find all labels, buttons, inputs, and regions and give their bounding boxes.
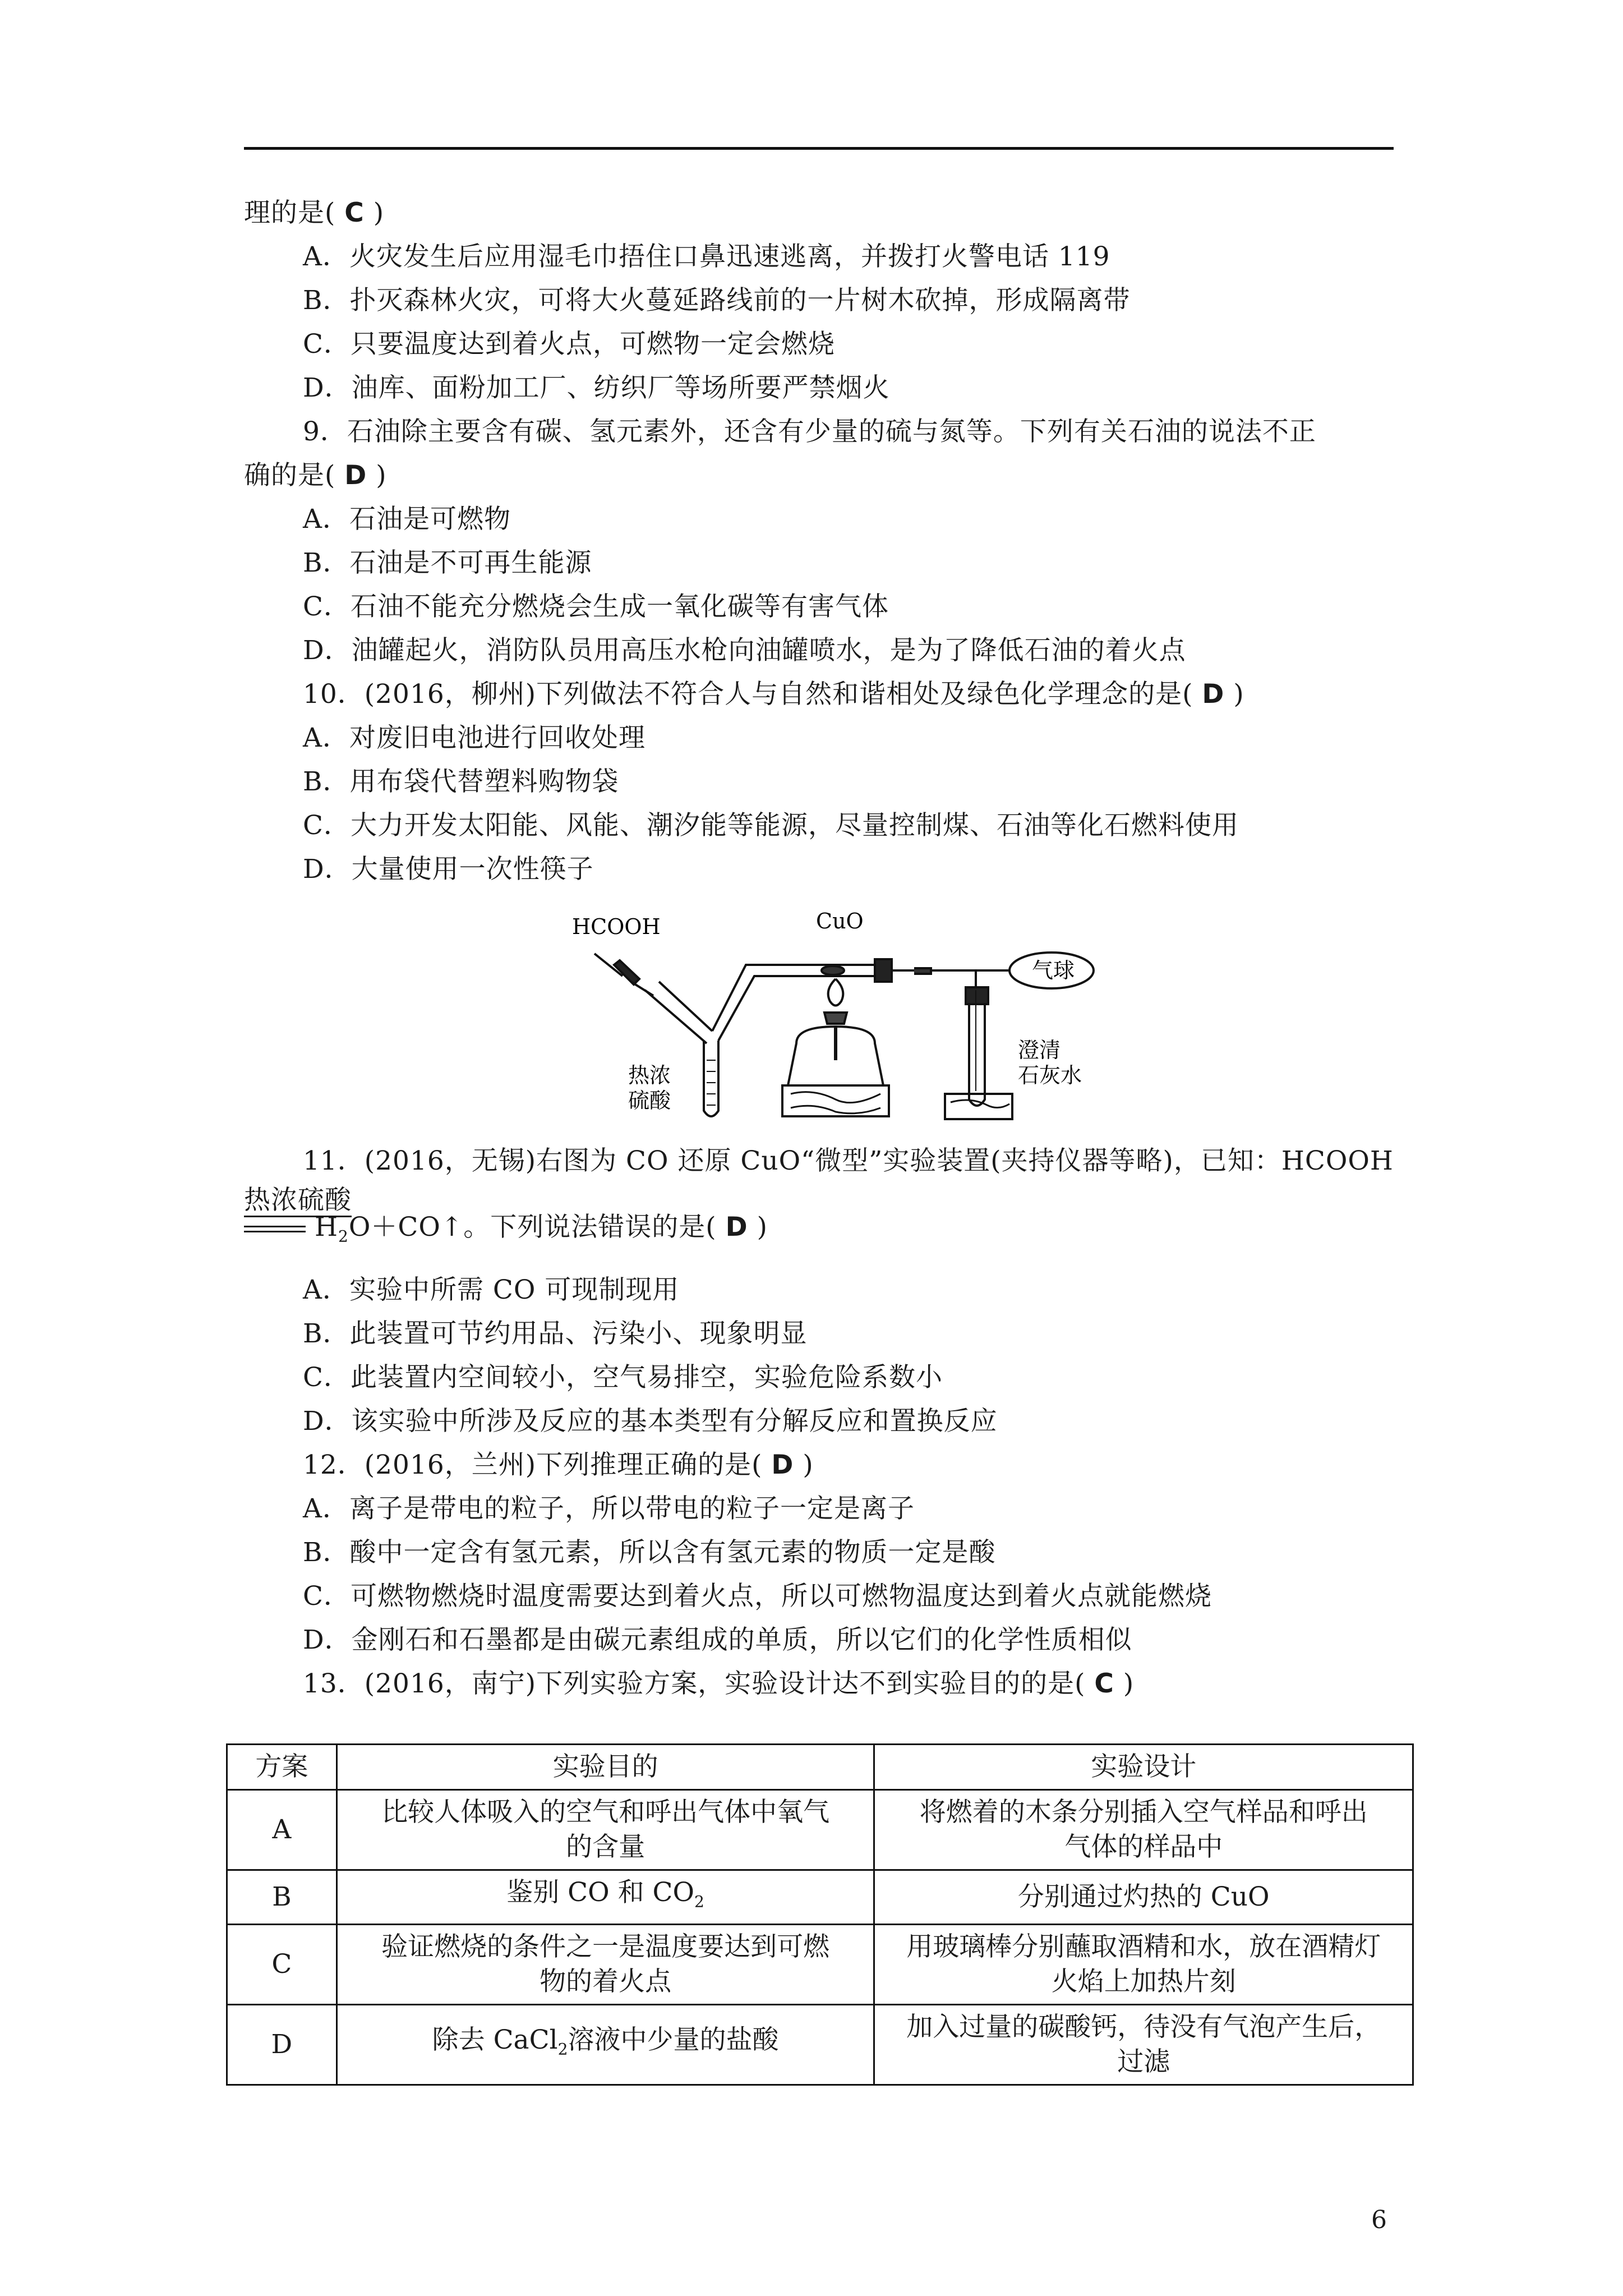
q11-option-a: A．实验中所需 CO 可现制现用: [303, 1274, 680, 1305]
q13-stem: 13．(2016，南宁)下列实验方案，实验设计达不到实验目的的是( C ): [303, 1668, 1135, 1699]
page-number: 6: [1371, 2206, 1387, 2234]
experiment-table: [226, 1743, 1414, 2086]
q10-option-d: D．大量使用一次性筷子: [303, 854, 594, 885]
table-cell-purpose: 鉴别 CO 和 $CO_2$: [336, 1870, 874, 1925]
figure-label-lime-2: 石灰水: [1018, 1063, 1082, 1088]
q9-option-a: A．石油是可燃物: [303, 504, 511, 535]
q13-answer: C: [1094, 1668, 1114, 1699]
q9-option-b: B．石油是不可再生能源: [303, 547, 592, 578]
q11-option-d: D．该实验中所涉及反应的基本类型有分解反应和置换反应: [303, 1406, 998, 1437]
q9-stem-line1: 9．石油除主要含有碳、氢元素外，还含有少量的硫与氮等。下列有关石油的说法不正: [303, 416, 1316, 447]
q9-option-c: C．石油不能充分燃烧会生成一氧化碳等有害气体: [303, 591, 889, 622]
figure-label-cuo: CuO: [816, 909, 864, 933]
table-cell-purpose: 比较人体吸入的空气和呼出气体中氧气 的含量: [336, 1790, 874, 1870]
table-cell-plan: C: [227, 1925, 337, 2005]
q11-answer: D: [725, 1212, 748, 1243]
co-reduction-apparatus-figure: [561, 892, 1122, 1128]
header-rule: [244, 147, 1394, 150]
q9-option-d: D．油罐起火，消防队员用高压水枪向油罐喷水，是为了降低石油的着火点: [303, 635, 1186, 666]
q8-option-b: B．扑灭森林火灾，可将大火蔓延路线前的一片树木砍掉，形成隔离带: [303, 285, 1131, 316]
table-header-row: [227, 1745, 1413, 1790]
q10-option-a: A．对废旧电池进行回收处理: [303, 723, 645, 753]
table-cell-design: 分别通过灼热的 CuO: [874, 1870, 1413, 1925]
q10-answer: D: [1202, 679, 1225, 710]
table-header-plan: 方案: [227, 1745, 337, 1790]
q10-option-b: B．用布袋代替塑料购物袋: [303, 766, 619, 797]
figure-label-lime-1: 澄清: [1018, 1038, 1061, 1062]
table-cell-design: 用玻璃棒分别蘸取酒精和水，放在酒精灯 火焰上加热片刻: [874, 1925, 1413, 2005]
q11-stem-line1: 11．(2016，无锡)右图为 CO 还原 CuO“微型”实验装置(夹持仪器等略)，已知：HCOOH: [303, 1145, 1394, 1176]
q12-option-c: C．可燃物燃烧时温度需要达到着火点，所以可燃物温度达到着火点就能燃烧: [303, 1581, 1212, 1612]
table-cell-purpose: 除去 CaCl$_2$溶液中少量的盐酸: [336, 2005, 874, 2085]
table-row: [227, 1925, 1413, 2005]
table-cell-plan: D: [227, 2005, 337, 2085]
q12-option-a: A．离子是带电的粒子，所以带电的粒子一定是离子: [303, 1493, 915, 1524]
q8-answer: C: [344, 197, 365, 228]
q12-stem: 12．(2016，兰州)下列推理正确的是( D ): [303, 1450, 814, 1480]
table-header-purpose: 实验目的: [336, 1745, 874, 1790]
q12-option-b: B．酸中一定含有氢元素，所以含有氢元素的物质一定是酸: [303, 1537, 996, 1568]
table-cell-design: 将燃着的木条分别插入空气样品和呼出 气体的样品中: [874, 1790, 1413, 1870]
q8-option-d: D．油库、面粉加工厂、纺织厂等场所要严禁烟火: [303, 372, 890, 403]
table-row: [227, 2005, 1413, 2085]
figure-label-balloon: 气球: [1032, 958, 1075, 983]
figure-label-hcooh: HCOOH: [572, 914, 661, 939]
figure-label-acid-2: 硫酸: [628, 1088, 671, 1113]
q10-stem: 10．(2016，柳州)下列做法不符合人与自然和谐相处及绿色化学理念的是( D ): [303, 679, 1244, 710]
table-header-design: 实验设计: [874, 1745, 1413, 1790]
table-cell-plan: B: [227, 1870, 337, 1925]
table-row: [227, 1870, 1413, 1925]
q9-stem-line2: 确的是( D ): [244, 460, 387, 491]
q11-option-c: C．此装置内空间较小，空气易排空，实验危险系数小: [303, 1362, 943, 1393]
table-cell-design: 加入过量的碳酸钙，待没有气泡产生后， 过滤: [874, 2005, 1413, 2085]
figure-label-acid-1: 热浓: [628, 1063, 671, 1088]
q8-option-c: C．只要温度达到着火点，可燃物一定会燃烧: [303, 329, 835, 360]
q12-answer: D: [771, 1450, 794, 1480]
equation-arrow: [244, 1226, 306, 1232]
table-row: [227, 1790, 1413, 1870]
table-cell-purpose: 验证燃烧的条件之一是温度要达到可燃 物的着火点: [336, 1925, 874, 2005]
q8-option-a: A．火灾发生后应用湿毛巾捂住口鼻迅速逃离，并拨打火警电话 119: [303, 241, 1110, 272]
q11-option-b: B．此装置可节约用品、污染小、现象明显: [303, 1318, 808, 1349]
q12-option-d: D．金刚石和石墨都是由碳元素组成的单质，所以它们的化学性质相似: [303, 1625, 1132, 1655]
q9-answer: D: [344, 460, 367, 491]
q8-stem: 理的是( C ): [244, 197, 385, 228]
table-cell-plan: A: [227, 1790, 337, 1870]
q11-condition-text: 热浓硫酸: [244, 1185, 352, 1217]
q10-option-c: C．大力开发太阳能、风能、潮汐能等能源，尽量控制煤、石油等化石燃料使用: [303, 810, 1239, 841]
q11-equation: $H_2O+CO↑$。下列说法错误的是( D ): [244, 1211, 768, 1253]
